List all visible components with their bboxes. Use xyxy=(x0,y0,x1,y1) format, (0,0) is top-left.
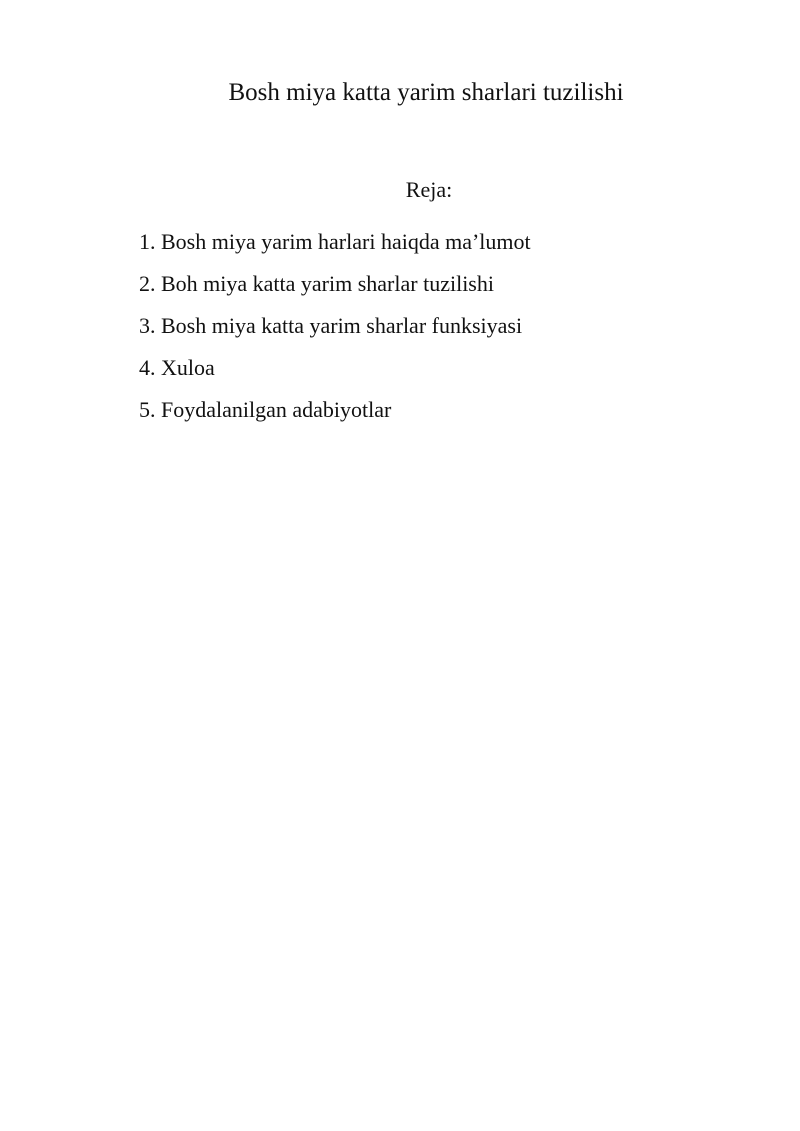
plan-item: 5. Foydalanilgan adabiyotlar xyxy=(139,397,392,422)
plan-list xyxy=(139,226,531,436)
plan-item: 1. Bosh miya yarim harlari haiqda ma’lumot xyxy=(139,229,531,254)
plan-heading: Reja: xyxy=(405,177,453,202)
document-title: Bosh miya katta yarim sharlari tuzilishi xyxy=(228,79,624,106)
plan-item: 2. Boh miya katta yarim sharlar tuzilishi xyxy=(139,271,494,296)
plan-item: 4. Xuloa xyxy=(139,355,215,380)
plan-item: 3. Bosh miya katta yarim sharlar funksiyasi xyxy=(139,313,523,338)
